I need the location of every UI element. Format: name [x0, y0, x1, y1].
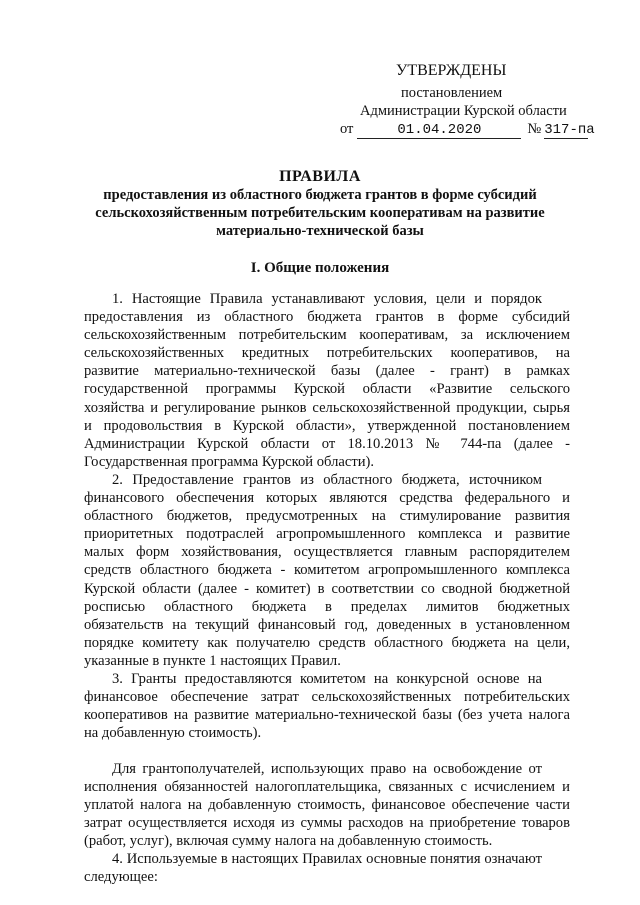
text-line: финансового обеспечения которых являются средства федерального и — [84, 490, 570, 507]
text-line: сельскохозяйственным потребительским кооперативам, за исключением — [84, 327, 570, 344]
approval-title: УТВЕРЖДЕНЫ — [396, 62, 507, 79]
date-value: 01.04.2020 — [357, 122, 521, 139]
text-line: уплатой налога на добавленную стоимость, финансовое обеспечение части — [84, 797, 570, 814]
paragraph-3 — [84, 670, 570, 742]
text-line: указанные в пункте 1 настоящих Правил. — [84, 652, 341, 669]
section-heading: I. Общие положения — [250, 260, 390, 276]
text-line: 2. Предоставление грантов из областного бюджета, источником — [112, 472, 542, 488]
date-label: от — [340, 121, 354, 137]
number-label: № — [527, 121, 542, 137]
text-line: на добавленную стоимость). — [84, 725, 262, 742]
text-line: предоставления из областного бюджета грантов в форме субсидий — [84, 309, 570, 326]
text-line: 1. Настоящие Правила устанавливают условия, цели и порядок — [112, 291, 542, 307]
text-line: приоритетных подотраслей агропромышленного комплекса и развитие — [84, 526, 570, 543]
text-line: Государственная программа Курской области). — [84, 453, 375, 470]
text-line: средств областного бюджета - комитетом агропромышленного комплекса — [84, 562, 570, 579]
paragraph-1 — [84, 290, 570, 471]
subtitle-line: сельскохозяйственным потребительским кооперативам на развитие — [95, 205, 545, 221]
text-line: развитие материально-технической базы (далее - грант) в рамках — [84, 363, 570, 380]
text-line: 3. Гранты предоставляются комитетом на конкурсной основе на — [112, 671, 542, 687]
document-subtitle — [0, 186, 640, 240]
text-line: областного бюджетов, предусмотренных на стимулирование развития — [84, 508, 570, 525]
paragraph-5 — [84, 850, 570, 886]
text-line: росписью областного бюджета в пределах лимитов бюджетных — [84, 598, 570, 615]
text-line: Курской области (далее - комитет) в соответствии со сводной бюджетной — [84, 580, 570, 597]
text-line: Для грантополучателей, использующих право на освобождение от — [112, 761, 542, 777]
text-line: и продовольствия в Курской области», утвержденной постановлением — [84, 417, 570, 434]
text-line: сельскохозяйственных кредитных потребительских кооперативов, на — [84, 345, 570, 362]
approval-date-row — [340, 120, 595, 139]
text-line: малых форм хозяйствования, осуществляется главным распорядителем — [84, 544, 570, 561]
text-line: 4. Используемые в настоящих Правилах основные понятия означают — [112, 851, 542, 867]
text-line: затрат осуществляется исходя из суммы расходов на приобретение товаров — [84, 815, 570, 832]
text-line: обязательств на текущий финансовый год, доведенных в установленном — [84, 616, 570, 633]
text-line: порядке комитету как получателю средств областного бюджета на цели, — [84, 634, 570, 651]
text-line: (работ, услуг), включая сумму налога на добавленную стоимость. — [84, 833, 493, 850]
number-value: 317-па — [544, 122, 595, 138]
text-line: государственной программы Курской области «Развитие сельского — [84, 381, 570, 398]
text-line: исполнения обязанностей налогоплательщика, связанных с исчислением и — [84, 779, 570, 796]
subtitle-line: предоставления из областного бюджета грантов в форме субсидий — [103, 187, 537, 203]
text-line: финансовое обеспечение затрат сельскохозяйственных потребительских — [84, 689, 570, 706]
text-line: Администрации Курской области от 18.10.2013 № 744-па (далее - — [84, 435, 570, 452]
approval-line-3: Администрации Курской области — [360, 103, 567, 119]
text-line: следующее: — [84, 869, 158, 886]
document-title: ПРАВИЛА — [279, 168, 361, 185]
subtitle-line: материально-технической базы — [216, 223, 424, 239]
text-line: кооперативов на развитие материально-технической базы (без учета налога — [84, 707, 570, 724]
paragraph-2 — [84, 471, 570, 670]
approval-line-2: постановлением — [401, 85, 503, 101]
paragraph-4 — [84, 760, 570, 850]
text-line: хозяйства и регулирование рынков сельскохозяйственной продукции, сырья — [84, 399, 570, 416]
